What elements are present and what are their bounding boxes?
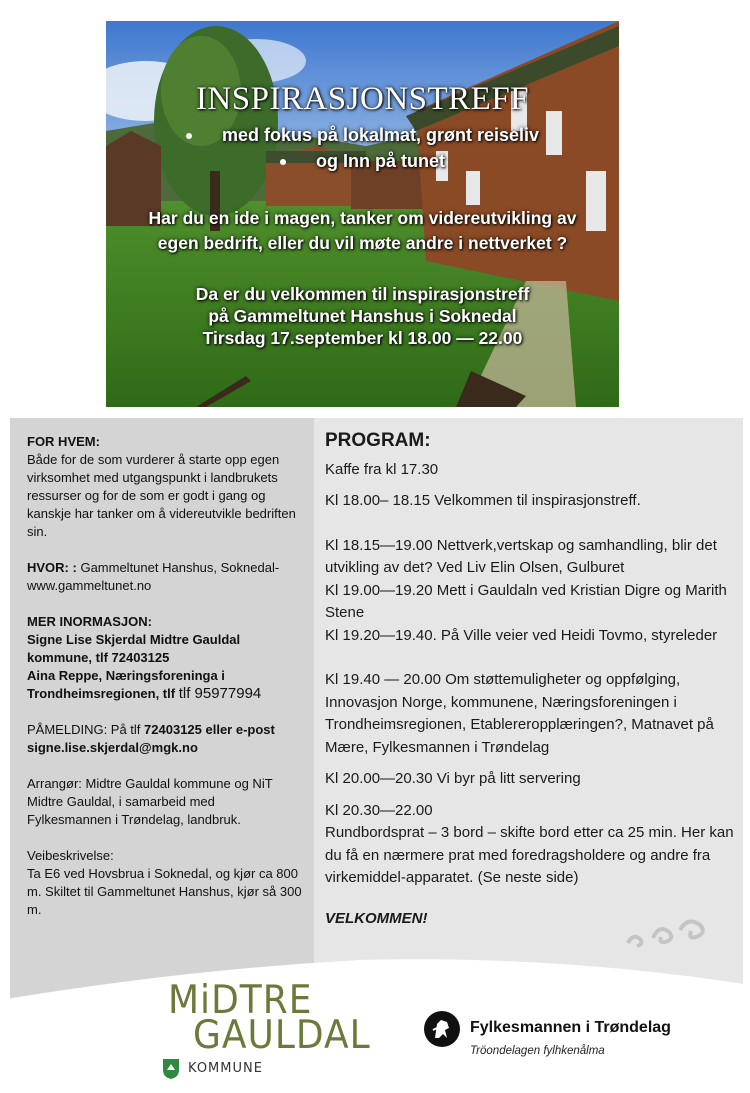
municipal-shield-icon xyxy=(162,1058,180,1080)
bullet-dot xyxy=(280,159,286,165)
spiral-decoration-icon xyxy=(618,908,718,958)
arrangor-text: Arrangør: Midtre Gauldal kommune og NiT Midtre Gauldal, i samarbeid med Fylkesmannen i Trøndelag, landbruk. xyxy=(27,776,273,827)
hero-question: Har du en ide i magen, tanker om videreutvikling av egen bedrift, eller du vil møte andre i nettverket ? xyxy=(148,208,577,253)
bullet-dot xyxy=(186,133,192,139)
hero-bullet-2: og Inn på tunet xyxy=(106,151,619,172)
email-link[interactable]: signe.lise.skjerdal@mgk.no xyxy=(27,740,198,755)
website-link[interactable]: www.gammeltunet.no xyxy=(27,578,152,593)
for-hvem-label: FOR HVEM: xyxy=(27,434,100,449)
veibeskrivelse-text: Ta E6 ved Hovsbrua i Soknedal, og kjør ca 800 m. Skiltet til Gammeltunet Hanshus, kjør så 300 m. xyxy=(27,866,302,917)
lion-emblem-icon xyxy=(423,1010,461,1048)
contact-aina: Aina Reppe, Næringsforeninga i Trondheimsregionen, tlf tlf 95977994 xyxy=(27,668,262,702)
hero-bullet-1: med fokus på lokalmat, grønt reiseliv xyxy=(106,125,619,146)
program-welcome: Kl 18.00– 18.15 Velkommen til inspirasjonstreff. xyxy=(325,492,641,509)
program-coffee: Kaffe fra kl 17.30 xyxy=(325,460,439,478)
veibeskrivelse-label: Veibeskrivelse: xyxy=(27,848,114,863)
for-hvem-text: Både for de som vurderer å starte opp egen virksomhet med utgangspunkt i landbrukets ressurser og for de som er godt i gang og kanskje har tanker om å videreutvikle bedriften sin. xyxy=(27,452,296,539)
closing-velkommen: VELKOMMEN! xyxy=(325,909,428,927)
hero-welcome: Da er du velkommen til inspirasjonstreff på Gammeltunet Hanshus i Soknedal Tirsdag 17.september kl 18.00 — 22.00 xyxy=(195,284,530,348)
midtre-gauldal-logo-line2: GAULDAL xyxy=(193,1012,371,1059)
pamelding-line: PÅMELDING: På tlf 72403125 eller e-post xyxy=(27,722,275,737)
program-item: Kl 19.20—19.40. På Ville veier ved Heidi Tovmo, styreleder xyxy=(325,626,718,644)
fylkesmannen-name: Fylkesmannen i Trøndelag xyxy=(470,1019,671,1036)
program-item: Kl 19.40 — 20.00 Om støttemuligheter og oppfølging, Innovasjon Norge, kommunene, Næringsforeningen i Trondheimsregionen, Etablereropplæringen?, Matnavet på Mære, Fylkesmannen i Trøndelag xyxy=(325,671,714,756)
mer-informasjon-label: MER INORMASJON: xyxy=(27,614,152,629)
fylkesmannen-subtitle: Tröondelagen fylhkenålma xyxy=(470,1045,605,1057)
program-title: PROGRAM: xyxy=(325,430,431,451)
hvor-line: HVOR: : Gammeltunet Hanshus, Soknedal- xyxy=(27,560,280,575)
program-column xyxy=(325,430,735,930)
contact-signe: Signe Lise Skjerdal Midtre Gauldal kommune, tlf 72403125 xyxy=(27,632,241,665)
program-item: Kl 20.00—20.30 Vi byr på litt servering xyxy=(325,770,581,787)
program-item: Kl 19.00—19.20 Mett i Gauldaln ved Kristian Digre og Marith Stene xyxy=(325,581,727,621)
midtre-gauldal-kommune-label: KOMMUNE xyxy=(188,1061,263,1076)
program-item: Rundbordsprat – 3 bord – skifte bord etter ca 25 min. Her kan du få en nærmere prat med foredragsholdere og andre fra virkemiddel-apparatet. (Se neste side) xyxy=(325,824,734,886)
program-item: Kl 18.15—19.00 Nettverk,vertskap og samhandling, blir det utvikling av det? Ved Liv Elin Olsen, Gulburet xyxy=(325,536,717,576)
hero-photo xyxy=(106,21,619,407)
event-title: INSPIRASJONSTREFF xyxy=(195,81,530,117)
info-column xyxy=(27,433,302,919)
program-item-time: Kl 20.30—22.00 xyxy=(325,801,433,819)
midtre-gauldal-logo-line1: MiDTRE xyxy=(168,977,313,1024)
